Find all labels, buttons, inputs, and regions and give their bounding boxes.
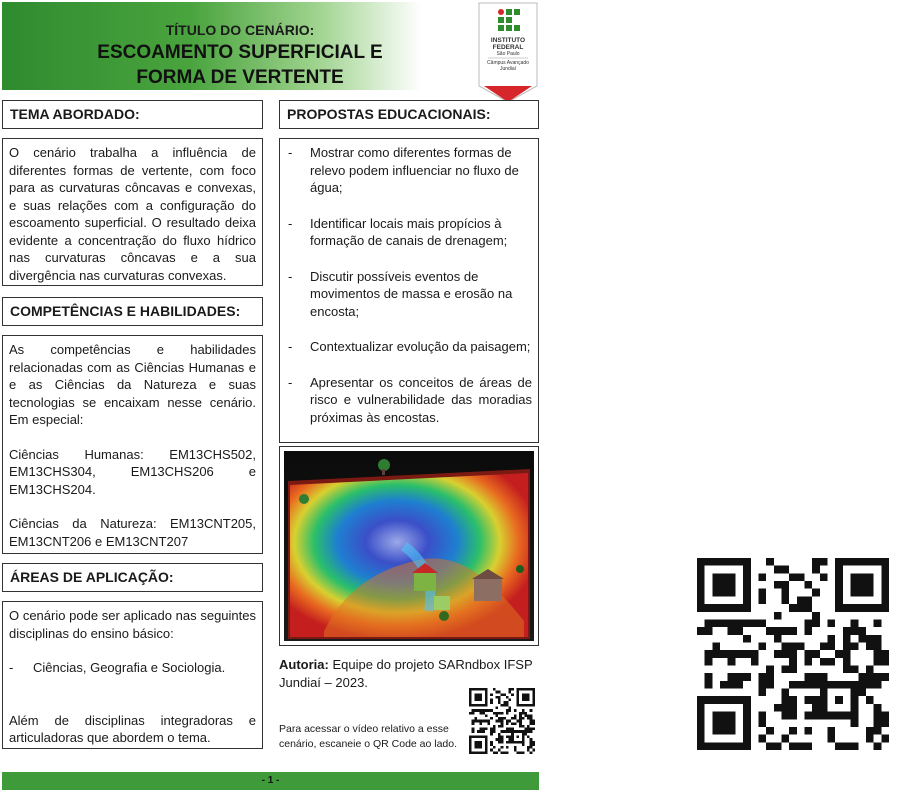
- autoria-text: [279, 656, 539, 692]
- logo-text-1: INSTITUTO: [490, 37, 526, 44]
- areas-outro: Além de disciplinas integradoras e articuladoras que abordem o tema.: [9, 712, 256, 745]
- competencias-heading: COMPETÊNCIAS E HABILIDADES:: [2, 297, 263, 326]
- propostas-item-text: Apresentar os conceitos de áreas de risco e vulnerabilidade das moradias próximas às encostas.: [310, 374, 532, 425]
- competencias-intro: As competências e habilidades relacionadas com as Ciências Humanas e e as Ciências da Natureza e suas tecnologias se encaixam nesse cenário. Em especial:: [9, 342, 256, 427]
- page-title: [0, 40, 480, 90]
- propostas-item-text: Identificar locais mais propícios à formação de canais de drenagem;: [310, 215, 508, 248]
- areas-box: [2, 601, 263, 749]
- qr-code-small[interactable]: [469, 688, 535, 754]
- page-footer: [2, 772, 539, 790]
- institute-logo: [478, 2, 538, 104]
- logo-text-5: Jundiaí: [499, 66, 517, 72]
- autoria-value: Equipe do projeto SARndbox IFSP Jundiaí – 2023.: [279, 657, 533, 690]
- propostas-item: - Contextualizar evolução da paisagem;: [288, 339, 531, 354]
- logo-text-4: Câmpus Avançado: [487, 60, 529, 66]
- sandbox-photo: [279, 446, 539, 646]
- propostas-list: [286, 144, 532, 426]
- institute-logo-graphic: [478, 2, 538, 104]
- tema-text: O cenário trabalha a influência de diferentes formas de vertente, com foco para as curvaturas côncavas e convexas, e suas relações com a configuração do escoamento superficial. O resultado deixa evidente a concentração do fluxo hídrico nas curvaturas côncavas e a sua divergência nas curvaturas convexas.: [2, 138, 263, 286]
- sandbox-photo-image: [284, 451, 534, 641]
- tema-heading: TEMA ABORDADO:: [2, 100, 263, 129]
- page-number: - 1 -: [261, 775, 280, 786]
- logo-text-2: FEDERAL: [492, 44, 524, 51]
- propostas-item-text: Discutir possíveis eventos de movimentos de massa e erosão na encosta;: [310, 268, 513, 319]
- qr-code-small-icon[interactable]: [469, 688, 535, 754]
- propostas-item: - Identificar locais mais propícios à formação de canais de drenagem;: [288, 215, 508, 248]
- propostas-item-text: Mostrar como diferentes formas de relevo podem influenciar no fluxo de água;: [310, 145, 519, 195]
- qr-code-large[interactable]: [697, 558, 889, 750]
- propostas-box: [279, 138, 539, 443]
- qr-code-large-icon[interactable]: [697, 558, 889, 750]
- propostas-heading: PROPOSTAS EDUCACIONAIS:: [279, 100, 539, 129]
- areas-item: [9, 659, 256, 677]
- competencias-box: [2, 335, 263, 554]
- areas-intro: O cenário pode ser aplicado nas seguintes disciplinas do ensino básico:: [9, 608, 256, 641]
- propostas-item: - Discutir possíveis eventos de movimentos de massa e erosão na encosta;: [288, 268, 513, 319]
- areas-item-dash: -: [9, 660, 14, 675]
- areas-item-text: Ciências, Geografia e Sociologia.: [33, 660, 226, 675]
- page-title-line2: FORMA DE VERTENTE: [136, 67, 344, 88]
- competencias-humanas: Ciências Humanas: EM13CHS502, EM13CHS304, EM13CHS206 e EM13CHS204.: [9, 446, 256, 497]
- logo-text-3: São Paulo: [496, 51, 520, 57]
- propostas-item: - Apresentar os conceitos de áreas de risco e vulnerabilidade das moradias próximas às encostas.: [288, 374, 532, 425]
- propostas-item-text: Contextualizar evolução da paisagem;: [310, 339, 531, 354]
- competencias-natureza: Ciências da Natureza: EM13CNT205, EM13CNT206 e EM13CNT207: [9, 516, 256, 549]
- areas-heading: ÁREAS DE APLICAÇÃO:: [2, 563, 263, 592]
- qr-note: Para acessar o vídeo relativo a esse cenário, escaneie o QR Code ao lado.: [279, 723, 458, 750]
- autoria-label: Autoria:: [279, 657, 329, 672]
- propostas-item: - Mostrar como diferentes formas de relevo podem influenciar no fluxo de água;: [288, 145, 519, 195]
- title-label: TÍTULO DO CENÁRIO:: [165, 22, 315, 38]
- page-title-line1: ESCOAMENTO SUPERFICIAL E: [97, 42, 383, 63]
